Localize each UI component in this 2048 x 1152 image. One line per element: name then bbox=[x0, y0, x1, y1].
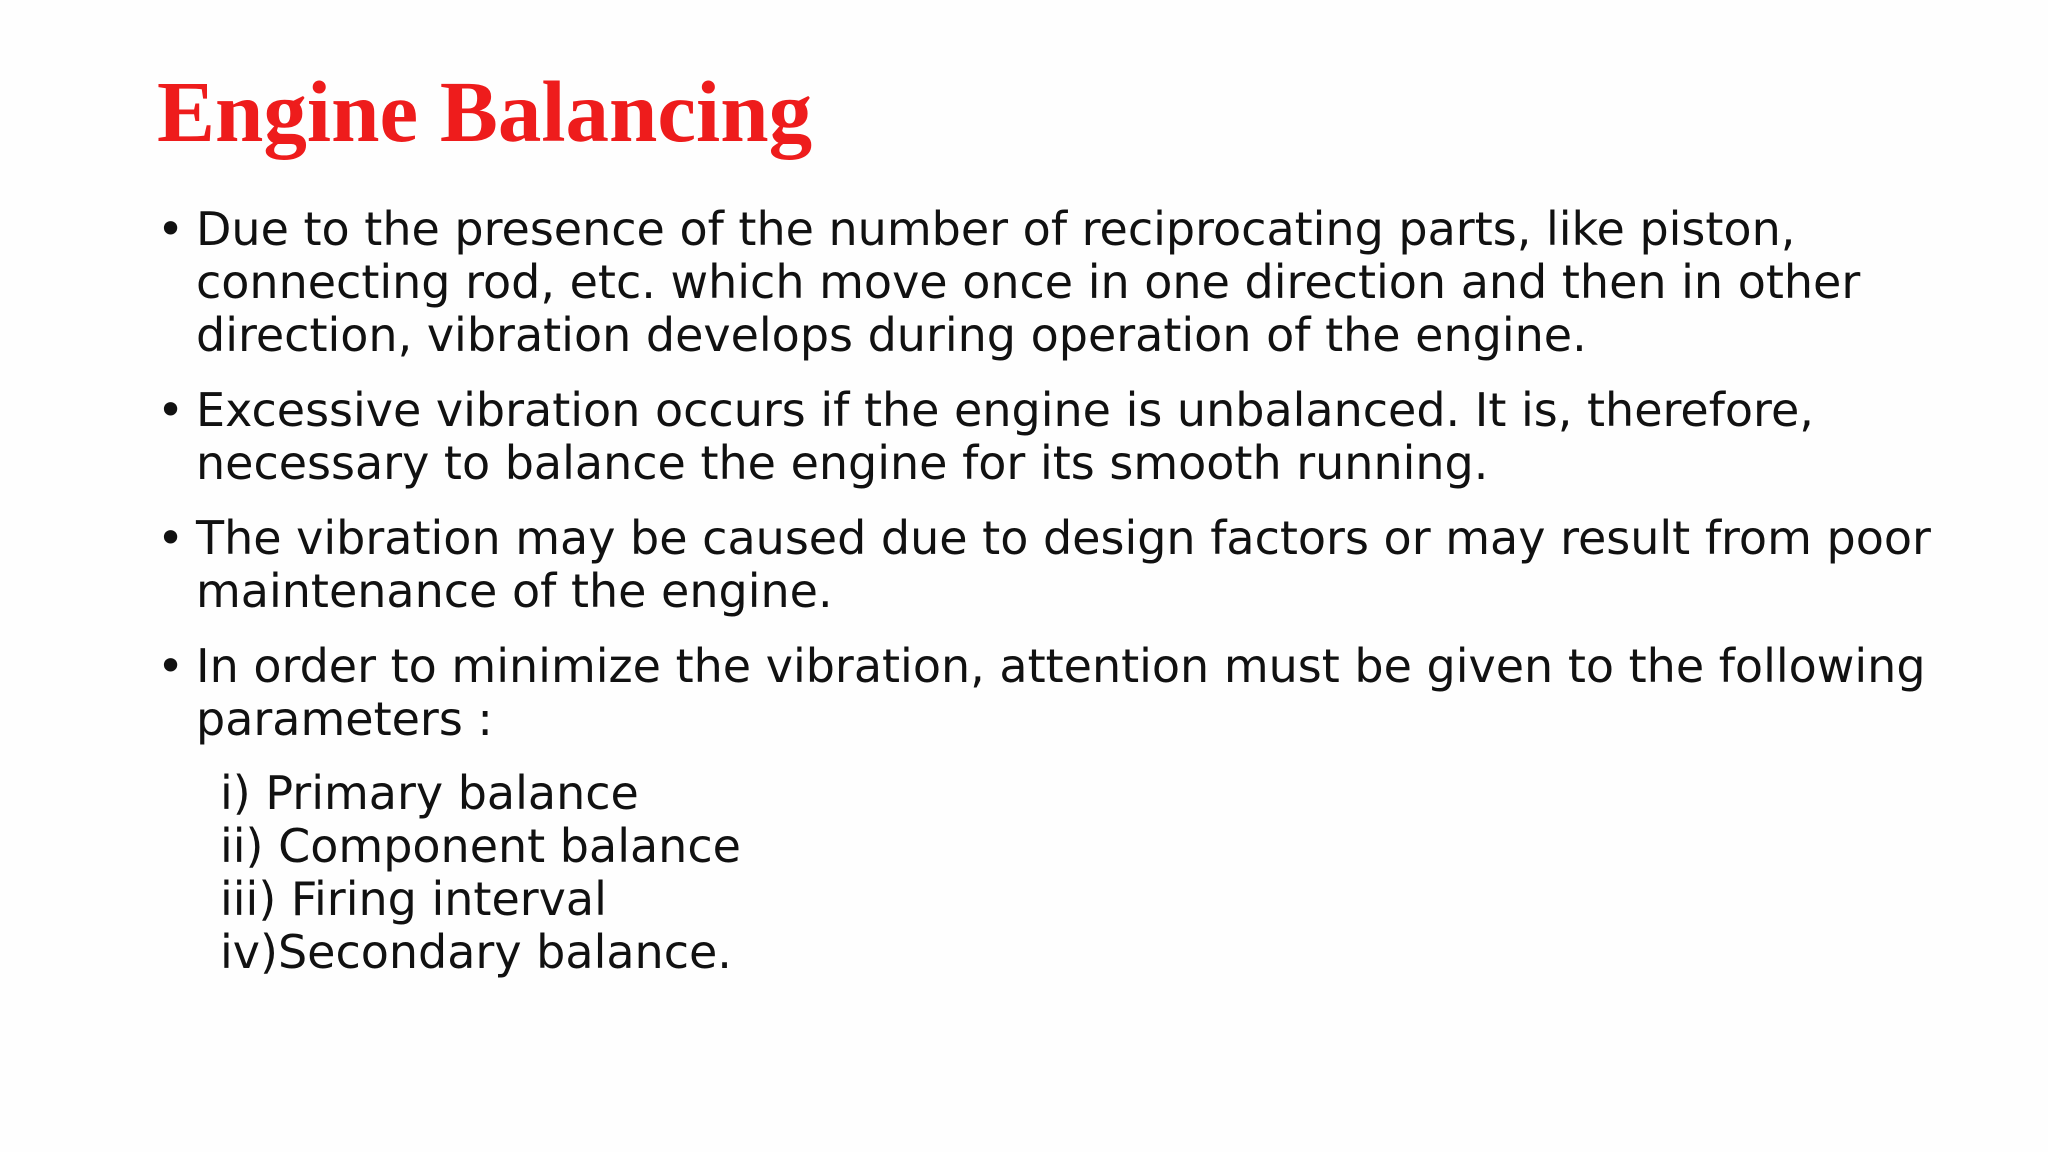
parameter-item: ii) Component balance bbox=[220, 819, 741, 873]
bullet-item: • Due to the presence of the number of reciprocating parts, like piston, connecting rod, etc. which move once in one direction and then in other direction, vibration develops during operation of the engine. bbox=[157, 203, 1957, 362]
bullet-item: • In order to minimize the vibration, attention must be given to the following parameters : bbox=[157, 640, 1957, 746]
bullet-item: • The vibration may be caused due to design factors or may result from poor maintenance of the engine. bbox=[157, 512, 1957, 618]
parameter-item: i) Primary balance bbox=[220, 766, 639, 820]
parameter-item: iii) Firing interval bbox=[220, 872, 607, 926]
parameter-item: iv)Secondary balance. bbox=[220, 925, 732, 979]
bullet-item: • Excessive vibration occurs if the engine is unbalanced. It is, therefore, necessary to balance the engine for its smooth running. bbox=[157, 384, 1957, 490]
parameter-list bbox=[220, 767, 741, 979]
bullet-list bbox=[157, 203, 1957, 768]
slide-title: Engine Balancing bbox=[157, 63, 813, 160]
